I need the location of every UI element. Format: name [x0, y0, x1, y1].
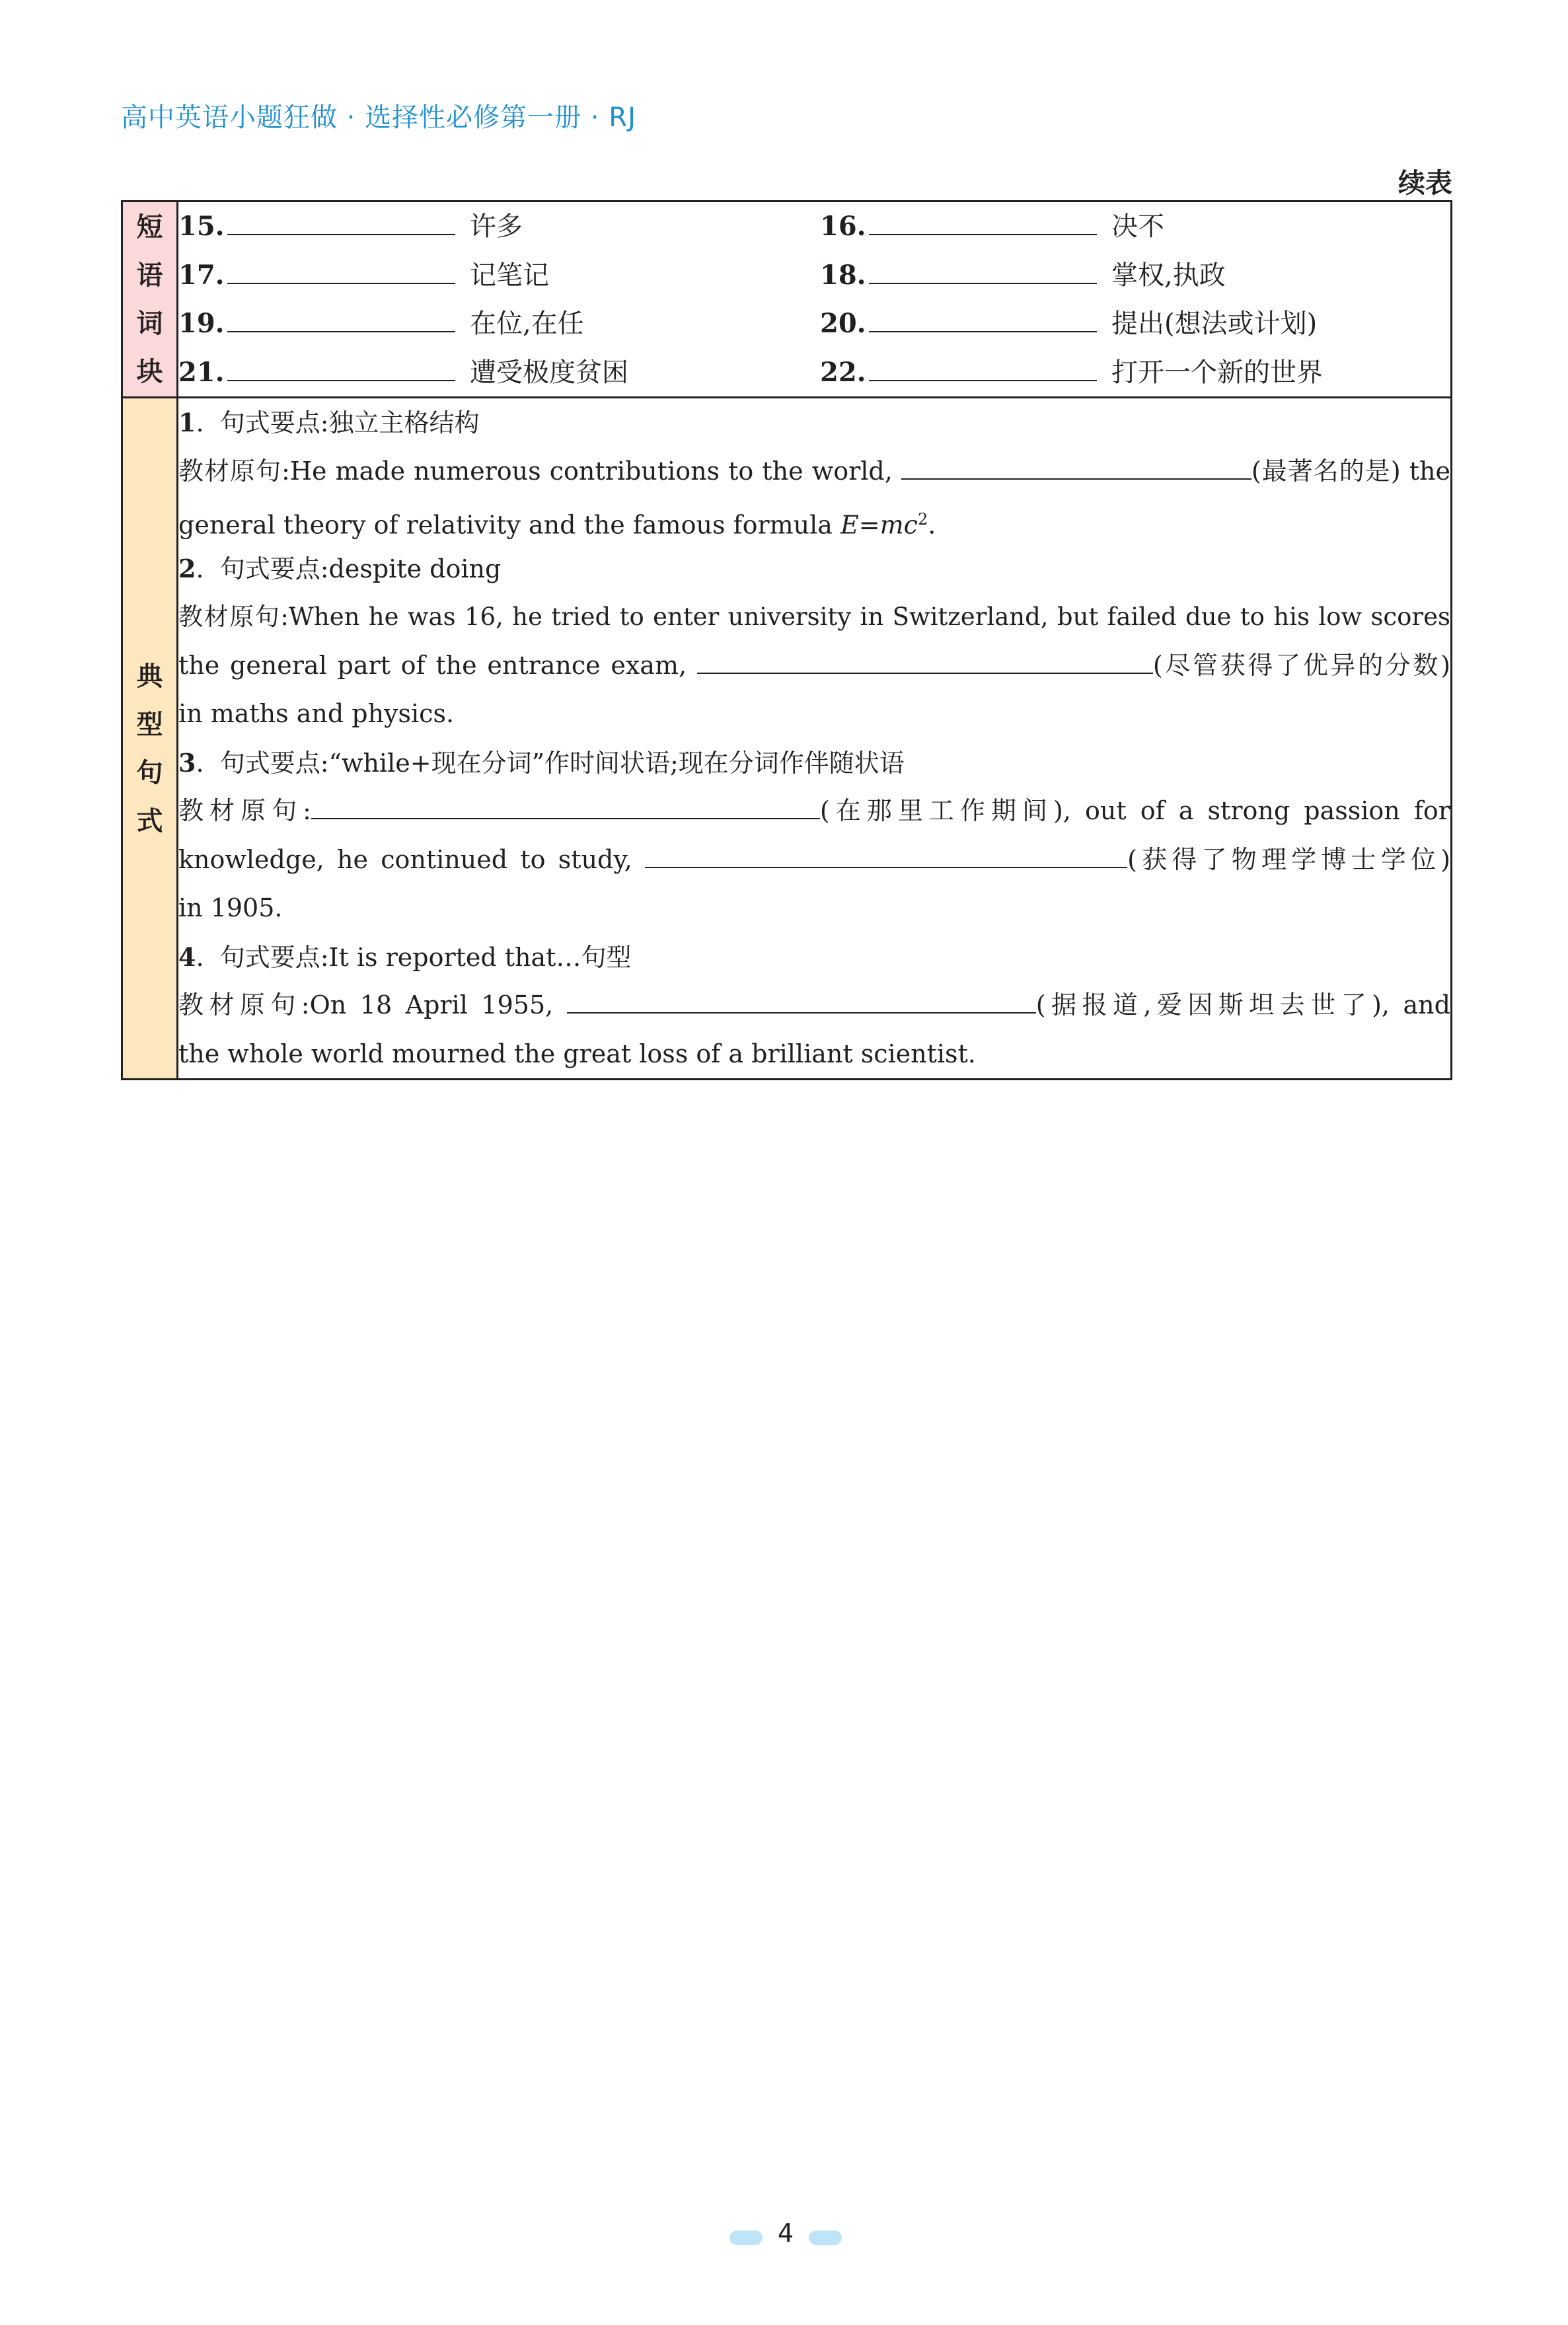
- phrases-section-label: [122, 202, 178, 398]
- sentence-line: 教材原句:When he was 16, he tried to enter university in Switzerland, but failed due to his low scores: [178, 603, 1450, 631]
- sentence-line: in maths and physics.: [178, 699, 455, 728]
- phrase-item: 21. 遭受极度贫困: [178, 348, 628, 398]
- phrase-meaning: 决不: [1111, 211, 1164, 242]
- sentence-point: 1. 句式要点:独立主格结构: [178, 408, 480, 437]
- answer-blank[interactable]: [869, 252, 1097, 284]
- footer-bar-left: [729, 2231, 763, 2245]
- item-number: 21: [178, 356, 215, 388]
- phrase-item: 19. 在位,在任: [178, 299, 584, 349]
- sentence-line: knowledge, he continued to study, (获得了物理学博士学位): [178, 836, 1450, 885]
- section-label-char: 块: [136, 357, 163, 387]
- sentences-content: [178, 398, 1452, 1080]
- sentences-section-label: [122, 398, 178, 1080]
- page-number: 4: [777, 2219, 794, 2248]
- section-label-char: 短: [136, 212, 163, 242]
- formula: E=mc: [840, 510, 918, 540]
- sentence-point: 4. 句式要点:It is reported that…句型: [178, 941, 632, 972]
- item-number: 18: [820, 259, 857, 291]
- phrase-item: 17. 记笔记: [178, 251, 549, 301]
- phrase-meaning: 提出(想法或计划): [1111, 309, 1318, 339]
- item-number: 15: [178, 211, 215, 242]
- answer-blank[interactable]: [227, 203, 455, 235]
- phrase-item: 15. 许多: [178, 202, 523, 252]
- sentence-point: 2. 句式要点:despite doing: [178, 553, 502, 583]
- phrase-item: 20. 提出(想法或计划): [820, 299, 1317, 349]
- phrases-content: [178, 202, 1452, 398]
- phrases-row: [122, 202, 1452, 398]
- sentence-line: 教材原句:He made numerous contributions to the world, (最著名的是) the: [178, 447, 1450, 496]
- answer-blank[interactable]: [567, 982, 1036, 1014]
- item-number: 19: [178, 308, 215, 339]
- phrase-meaning: 打开一个新的世界: [1111, 357, 1323, 388]
- section-label-char: 典: [136, 661, 163, 692]
- phrase-item: 18. 掌权,执政: [820, 251, 1226, 301]
- footer-bar-right: [809, 2231, 842, 2245]
- section-label-char: 句: [136, 758, 163, 788]
- section-label-char: 式: [136, 806, 163, 836]
- answer-blank[interactable]: [869, 350, 1097, 381]
- phrase-meaning: 许多: [470, 211, 523, 242]
- sentence-line: in 1905.: [178, 893, 283, 922]
- sentence-line: the whole world mourned the great loss of a brilliant scientist.: [178, 1039, 976, 1068]
- page-footer: [729, 2219, 842, 2250]
- sentence-line: 教材原句: (在那里工作期间), out of a strong passion for: [178, 787, 1450, 836]
- answer-blank[interactable]: [697, 642, 1153, 674]
- answer-blank[interactable]: [227, 350, 455, 381]
- item-number: 22: [820, 356, 857, 388]
- answer-blank[interactable]: [227, 252, 455, 284]
- answer-blank[interactable]: [901, 448, 1251, 480]
- sentence-line: the general part of the entrance exam, (尽管获得了优异的分数): [178, 642, 1450, 690]
- exercise-table: [121, 200, 1452, 1080]
- item-number: 20: [820, 308, 857, 339]
- section-label-char: 型: [136, 710, 163, 740]
- answer-blank[interactable]: [869, 203, 1097, 235]
- phrase-meaning: 记笔记: [470, 260, 549, 291]
- sentence-point: 3. 句式要点:“while+现在分词”作时间状语;现在分词作伴随状语: [178, 747, 905, 778]
- sentences-row: [122, 398, 1452, 1080]
- phrase-meaning: 掌权,执政: [1111, 260, 1226, 291]
- phrase-item: 22. 打开一个新的世界: [820, 348, 1323, 398]
- continued-label: 续表: [1398, 167, 1452, 199]
- sentence-line: 教材原句:On 18 April 1955, (据报道,爱因斯坦去世了), and: [178, 981, 1450, 1030]
- answer-blank[interactable]: [645, 836, 1127, 868]
- answer-blank[interactable]: [869, 301, 1097, 332]
- book-title-header: 高中英语小题狂做 · 选择性必修第一册 · RJ: [121, 102, 636, 133]
- sentence-line: general theory of relativity and the famous formula $E=mc^2$.: [178, 510, 936, 540]
- section-label-char: 语: [136, 260, 163, 291]
- answer-blank[interactable]: [227, 301, 455, 332]
- section-label-char: 词: [136, 309, 163, 339]
- phrase-meaning: 遭受极度贫困: [470, 357, 628, 388]
- item-number: 17: [178, 259, 215, 291]
- phrase-meaning: 在位,在任: [470, 309, 584, 339]
- item-number: 16: [820, 211, 857, 242]
- answer-blank[interactable]: [311, 788, 820, 819]
- phrase-item: 16. 决不: [820, 202, 1164, 252]
